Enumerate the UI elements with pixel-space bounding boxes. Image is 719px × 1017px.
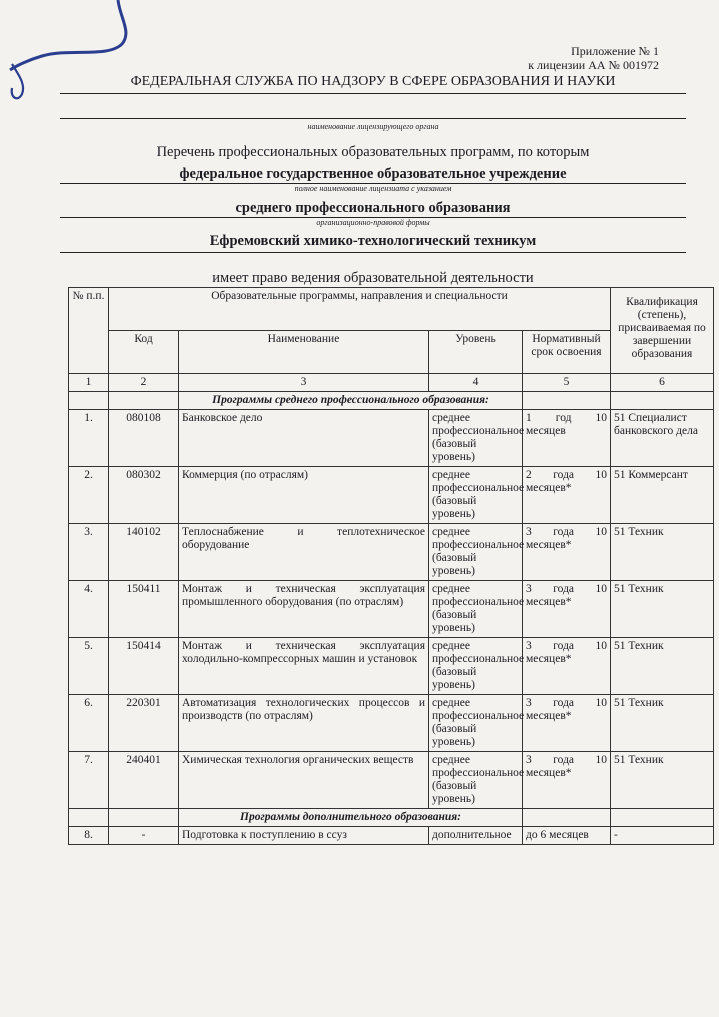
row-name: Подготовка к поступлению в ссуз: [179, 827, 429, 845]
colnum: 3: [179, 374, 429, 392]
header-code: Код: [109, 331, 179, 374]
column-number-row: [69, 374, 714, 392]
row-level: среднее профессиональное (базовый уровень): [429, 638, 523, 695]
table-row: [69, 524, 714, 581]
row-num: 3.: [69, 524, 109, 581]
row-num: 5.: [69, 638, 109, 695]
row-level: среднее профессиональное (базовый уровень): [429, 467, 523, 524]
licensee-name-line-1: федеральное государственное образовательное учреждение: [179, 166, 567, 182]
header-qualification: Квалификация (степень), присваиваемая по завершении образования: [611, 288, 714, 374]
row-qualification: 51 Техник: [611, 695, 714, 752]
row-num: 2.: [69, 467, 109, 524]
header-level: Уровень: [429, 331, 523, 374]
row-qualification: 51 Техник: [611, 524, 714, 581]
colnum: 1: [69, 374, 109, 392]
table-row: [69, 467, 714, 524]
table-row: [69, 410, 714, 467]
row-term: 3 года 10 месяцев*: [523, 695, 611, 752]
annex-note: [528, 44, 659, 72]
table-row: [69, 581, 714, 638]
header-num: № п.п.: [69, 288, 109, 374]
row-level: дополнительное: [429, 827, 523, 845]
table-row: [69, 752, 714, 809]
row-level: среднее профессиональное (базовый уровень): [429, 695, 523, 752]
colnum: 6: [611, 374, 714, 392]
row-level: среднее профессиональное (базовый уровень): [429, 524, 523, 581]
agency-title: ФЕДЕРАЛЬНАЯ СЛУЖБА ПО НАДЗОРУ В СФЕРЕ ОБРАЗОВАНИЯ И НАУКИ: [130, 74, 616, 89]
row-qualification: 51 Техник: [611, 752, 714, 809]
row-qualification: 51 Техник: [611, 638, 714, 695]
header-term: Нормативный срок освоения: [523, 331, 611, 374]
table-row: [69, 827, 714, 845]
colnum: 2: [109, 374, 179, 392]
intro-text: Перечень профессиональных образовательных программ, по которым: [156, 144, 590, 160]
row-term: 3 года 10 месяцев*: [523, 524, 611, 581]
row-term: до 6 месяцев: [523, 827, 611, 845]
agency-rule: [60, 93, 686, 94]
row-name: Монтаж и техническая эксплуатация холодильно-компрессорных машин и установок: [179, 638, 429, 695]
row-code: 240401: [109, 752, 179, 809]
row-level: среднее профессиональное (базовый уровень): [429, 752, 523, 809]
row-name: Монтаж и техническая эксплуатация промышленного оборудования (по отраслям): [179, 581, 429, 638]
section-row: [69, 809, 714, 827]
agency-caption: наименование лицензирующего органа: [307, 122, 439, 131]
header-name: Наименование: [179, 331, 429, 374]
row-code: 080302: [109, 467, 179, 524]
row-name: Банковское дело: [179, 410, 429, 467]
row-num: 1.: [69, 410, 109, 467]
table-row: [69, 695, 714, 752]
colnum: 4: [429, 374, 523, 392]
row-num: 7.: [69, 752, 109, 809]
row-term: 3 года 10 месяцев*: [523, 752, 611, 809]
row-code: 150414: [109, 638, 179, 695]
row-num: 6.: [69, 695, 109, 752]
tail-text: имеет право ведения образовательной деятельности: [212, 270, 534, 286]
section-title-additional: Программы дополнительного образования:: [179, 809, 523, 827]
row-level: среднее профессиональное (базовый уровень): [429, 410, 523, 467]
table-header-row: [69, 288, 714, 331]
annex-line-1: Приложение № 1: [571, 44, 659, 58]
row-code: 140102: [109, 524, 179, 581]
form-caption: организационно-правовой формы: [316, 218, 430, 227]
colnum: 5: [523, 374, 611, 392]
licensee-caption: полное наименование лицензиата с указанием: [294, 184, 452, 193]
row-term: 1 год 10 месяцев: [523, 410, 611, 467]
row-code: 150411: [109, 581, 179, 638]
row-qualification: 51 Техник: [611, 581, 714, 638]
row-term: 3 года 10 месяцев*: [523, 638, 611, 695]
section-title-vocational: Программы среднего профессионального образования:: [179, 392, 523, 410]
licensee-name-line-3: Ефремовский химико-технологический техникум: [209, 233, 537, 249]
programs-table: [68, 287, 714, 845]
row-qualification: 51 Коммерсант: [611, 467, 714, 524]
licensee-name-line-2: среднего профессионального образования: [235, 200, 511, 216]
row-term: 2 года 10 месяцев*: [523, 467, 611, 524]
row-name: Автоматизация технологических процессов и производств (по отраслям): [179, 695, 429, 752]
row-name: Теплоснабжение и теплотехническое оборудование: [179, 524, 429, 581]
annex-line-2: к лицензии АА № 001972: [528, 58, 659, 72]
header-programs: Образовательные программы, направления и специальности: [109, 288, 611, 331]
agency-rule-2: [60, 118, 686, 119]
row-name: Химическая технология органических веществ: [179, 752, 429, 809]
row-term: 3 года 10 месяцев*: [523, 581, 611, 638]
row-name: Коммерция (по отраслям): [179, 467, 429, 524]
row-num: 4.: [69, 581, 109, 638]
row-qualification: -: [611, 827, 714, 845]
row-qualification: 51 Специалист банковского дела: [611, 410, 714, 467]
row-code: 220301: [109, 695, 179, 752]
row-level: среднее профессиональное (базовый уровень): [429, 581, 523, 638]
row-num: 8.: [69, 827, 109, 845]
table-row: [69, 638, 714, 695]
row-code: 080108: [109, 410, 179, 467]
licensee-rule-3: [60, 252, 686, 253]
section-row: [69, 392, 714, 410]
row-code: -: [109, 827, 179, 845]
